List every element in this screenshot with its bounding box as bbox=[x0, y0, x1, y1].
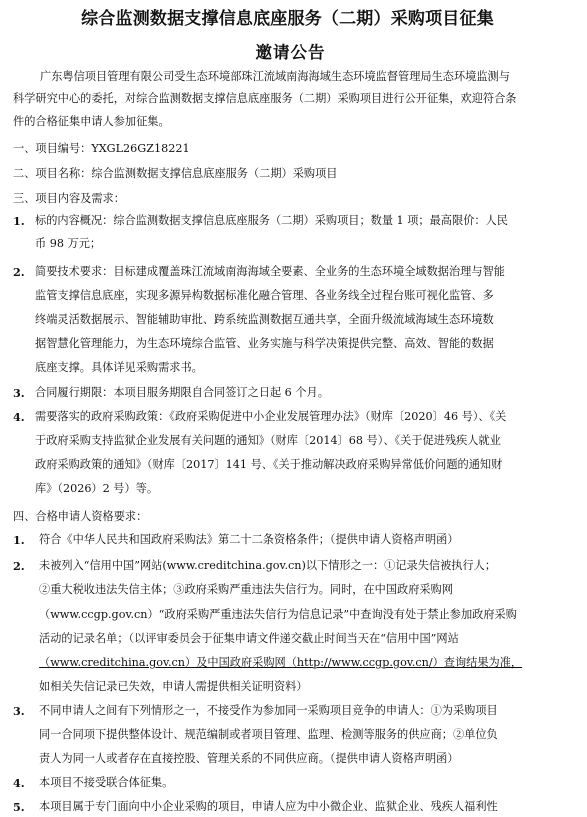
list-item-line: 底座支撑。具体详见采购需求书。 bbox=[35, 361, 203, 374]
intro-line: 件的合格征集申请人参加征集。 bbox=[13, 115, 170, 128]
list-item-number: 1. bbox=[13, 214, 25, 228]
list-item-number: 4. bbox=[13, 776, 25, 790]
section-project-number: 一、项目编号：YXGL26GZ18221 bbox=[13, 142, 190, 155]
list-item-line: 如相关失信记录已失效，申请人需提供相关证明资料） bbox=[39, 680, 308, 693]
list-item-line: （www.ccgp.gov.cn）“政府采购严重违法失信行为信息记录”中查询没有处于禁止参加政府采购 bbox=[39, 608, 517, 621]
list-item-line: 符合《中华人民共和国政府采购法》第二十二条资格条件；（提供申请人资格声明函） bbox=[39, 533, 459, 546]
list-item-number: 5. bbox=[13, 800, 25, 814]
list-item-line: 标的内容概况：综合监测数据支撑信息底座服务（二期）采购项目；数量 1 项；最高限价：人民 bbox=[35, 214, 508, 227]
list-item-line: 需要落实的政府采购政策：《政府采购促进中小企业发展管理办法》（财库〔2020〕46 号）、《关 bbox=[35, 410, 507, 423]
list-item-line: 未被列入“信用中国”网站(www.creditchina.gov.cn)以下情形之一：①记录失信被执行人； bbox=[39, 559, 497, 572]
list-item-line: 监管支撑信息底座，实现多源异构数据标准化融合管理、各业务线全过程台账可视化监管、多 bbox=[35, 289, 494, 302]
list-item-line: 同一合同项下提供整体设计、规范编制或者项目管理、监理、检测等服务的供应商；②单位负 bbox=[39, 728, 498, 741]
document-subtitle: 邀请公告 bbox=[255, 43, 326, 62]
intro-line: 广东粤信项目管理有限公司受生态环境部珠江流域南海海域生态环境监督管理局生态环境监测与 bbox=[40, 70, 510, 83]
section-project-name: 二、项目名称：综合监测数据支撑信息底座服务（二期）采购项目 bbox=[13, 167, 338, 180]
list-item-line: ②重大税收违法失信主体；③政府采购严重违法失信行为。同时，在中国政府采购网 bbox=[39, 583, 453, 596]
list-item-number: 2. bbox=[13, 265, 25, 279]
list-item-line: 政府采购政策的通知》（财库〔2017〕141 号、《关于推动解决政府采购异常低价问题的通知财 bbox=[35, 458, 503, 471]
list-item-line: 本项目不接受联合体征集。 bbox=[39, 776, 174, 789]
list-item-line: 据智慧化管理能力，为生态环境综合监管、业务实施与科学决策提供完整、高效、智能的数据 bbox=[35, 337, 494, 350]
list-item-number: 4. bbox=[13, 410, 25, 424]
list-item-line: 币 98 万元； bbox=[35, 237, 102, 250]
section-project-content: 三、项目内容及需求： bbox=[13, 192, 125, 205]
list-item-line: 终端灵活数据展示、智能辅助审批、跨系统监测数据互通共享，全面升级流域海域生态环境数 bbox=[35, 313, 494, 326]
list-item-number: 3. bbox=[13, 386, 25, 400]
list-item-number: 1. bbox=[13, 533, 25, 547]
list-item-number: 3. bbox=[13, 704, 25, 718]
list-item-line: 库》（2026）2 号）等。 bbox=[35, 482, 159, 495]
list-item-line: 简要技术要求：目标建成覆盖珠江流域南海海域全要素、全业务的生态环境全域数据治理与智能 bbox=[35, 265, 505, 278]
section-qualifications: 四、合格申请人资格要求： bbox=[13, 510, 148, 523]
document-title: 综合监测数据支撑信息底座服务（二期）采购项目征集 bbox=[81, 9, 494, 29]
list-item-line: 不同申请人之间有下列情形之一，不接受作为参加同一采购项目竞争的申请人：①为采购项目 bbox=[39, 704, 498, 717]
list-item-line: 活动的记录名单；（以评审委员会于征集申请文件递交截止时间当天在“信用中国”网站 bbox=[39, 632, 459, 645]
list-item-number: 2. bbox=[13, 559, 25, 573]
list-item-line: 责人为同一人或者存在直接控股、管理关系的不同供应商。（提供申请人资格声明函） bbox=[39, 752, 459, 765]
intro-line: 科学研究中心的委托，对综合监测数据支撑信息底座服务（二期）采购项目进行公开征集，欢迎符合条 bbox=[13, 92, 517, 105]
list-item-line: 于政府采购支持监狱企业发展有关问题的通知》（财库〔2014〕68 号）、《关于促进残疾人就业 bbox=[35, 434, 501, 447]
list-item-line: 合同履行期限：本项目服务期限自合同签订之日起 6 个月。 bbox=[35, 386, 329, 399]
list-item-line: （www.creditchina.gov.cn）及中国政府采购网（http://www.ccgp.gov.cn/）查询结果为准， bbox=[39, 656, 523, 669]
list-item-line: 本项目属于专门面向中小企业采购的项目，申请人应为中小微企业、监狱企业、残疾人福利性 bbox=[39, 800, 498, 813]
